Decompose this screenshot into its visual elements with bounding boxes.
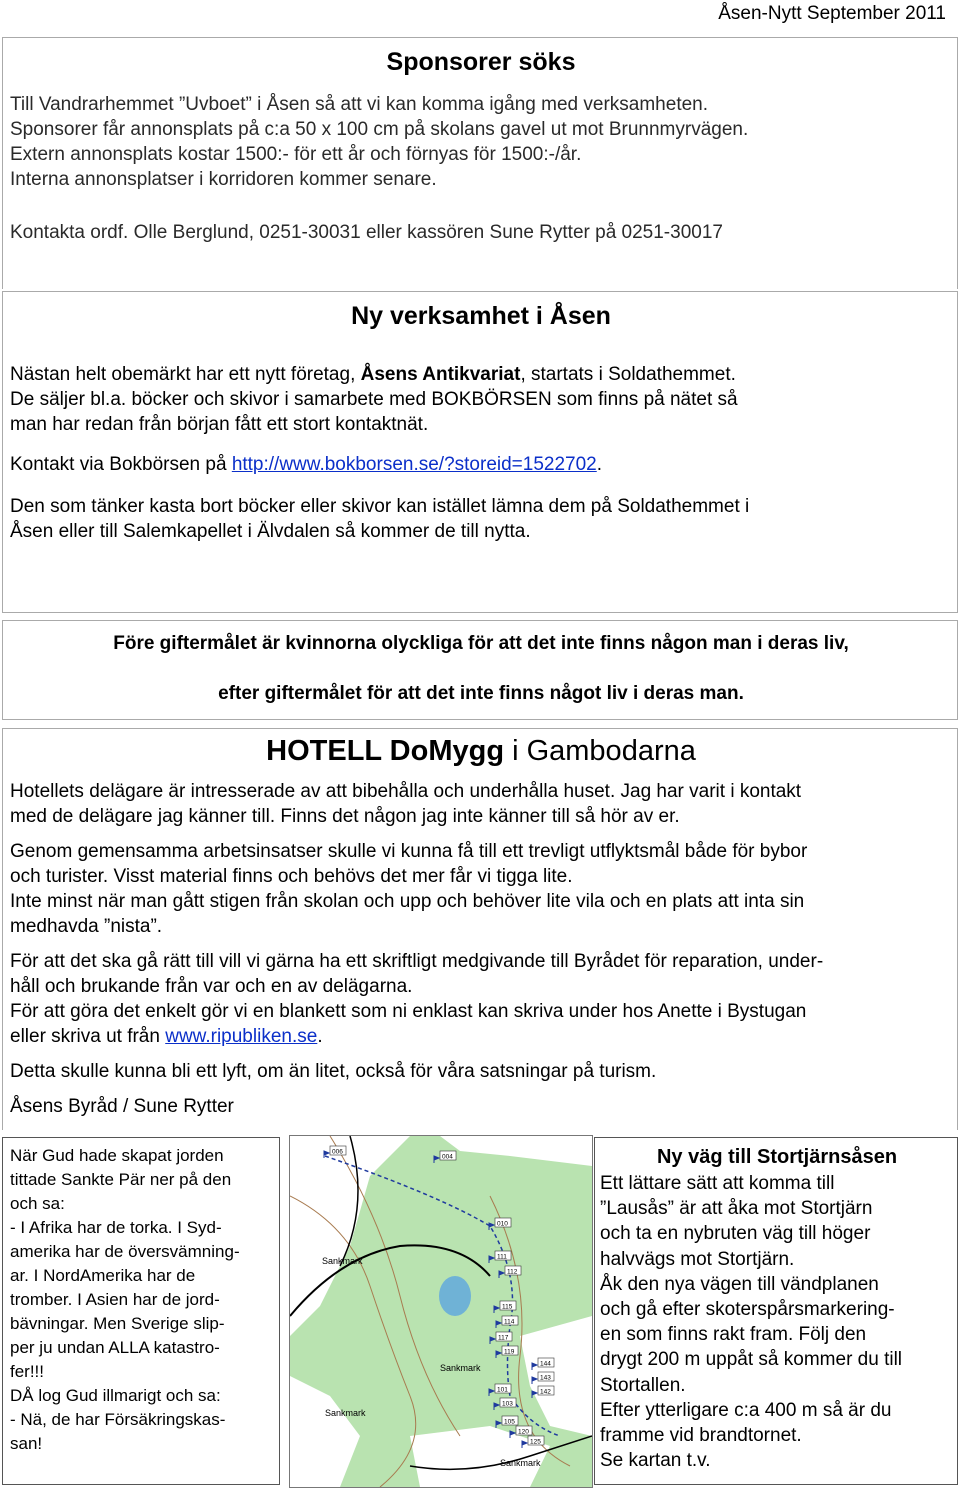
marker-label: 119 [504,1348,515,1356]
joke-line: fer!!! [10,1362,45,1381]
map-graphic [290,1136,592,1487]
p3-text: eller skriva ut från [10,1026,166,1047]
lake [439,1276,471,1316]
new-business-p1 [10,362,952,387]
trail-flag-icon [496,1351,501,1358]
new-business-p2-line2: man har redan från början fått ett stort kontaktnät. [10,414,429,435]
hotel-p1-line2: med de delägare jag känner till. Finns det någon jag inte känner till så hör av er. [10,806,680,827]
hotel-section [2,728,958,1130]
contact-text: Kontakt via Bokbörsen på [10,454,232,475]
trail-flag-icon [494,1403,499,1410]
joke-line: ar. I NordAmerika har de [10,1266,196,1285]
open-area [440,1136,592,1166]
trail-flag-icon [434,1156,439,1163]
joke-line: san! [10,1434,43,1453]
sponsors-contact: Kontakta ordf. Olle Berglund, 0251-30031 eller kassören Sune Rytter på 0251-30017 [10,222,723,243]
hotel-p3-line3: För att göra det enkelt gör vi en blankett som ni enklast kan skriva under hos Anette i Bystugan [10,1001,807,1022]
road-text [600,1171,956,1473]
hotel-p2-line4: medhavda ”nista”. [10,916,163,937]
hotel-body [10,779,954,1119]
trail-flag-icon [499,1271,504,1278]
road-line: och ta en nybruten väg till höger [600,1223,871,1245]
open-area [290,1136,410,1336]
joke-line: bävningar. Men Sverige slip- [10,1314,225,1333]
joke-line: tromber. I Asien har de jord- [10,1290,220,1309]
marker-label: 144 [540,1360,551,1368]
new-business-section [2,291,958,613]
map-label: Sankmark [325,1408,366,1418]
marker-label: 114 [504,1318,515,1326]
map-label: Sankmark [322,1256,363,1266]
map-label: Sankmark [500,1458,541,1468]
road-title: Ny väg till Stortjärnsåsen [656,1146,898,1168]
joke-line: tittade Sankte Pär ner på den [10,1170,232,1189]
joke-box [2,1137,280,1485]
sponsors-body [10,92,950,245]
trail-map [289,1135,593,1488]
bokborsen-link[interactable]: http://www.bokborsen.se/?storeid=1522702 [231,454,597,475]
joke-line: amerika har de översvämning- [10,1242,240,1261]
quote-line1: Före giftermålet är kvinnorna olyckliga för att det inte finns någon man i deras liv, [113,633,849,654]
trail-flag-icon [489,1256,494,1263]
marker-label: 103 [502,1400,513,1408]
road-line: ”Lausås” är att åka mot Stortjärn [600,1198,873,1220]
marker-label: 010 [497,1220,508,1228]
joke-text [10,1144,276,1456]
road-line: Ett lättare sätt att komma till [600,1173,835,1194]
marker-label: 115 [502,1303,513,1311]
new-business-title: Ny verksamhet i Åsen [351,302,611,330]
hotel-p2-line3: Inte minst när man gått stigen från skolan och upp och behöver lite vila och en plats att inta sin [10,891,805,912]
p3-period: . [317,1026,323,1047]
marker-label: 105 [504,1418,515,1426]
joke-line: - Nä, de har Försäkringskas- [10,1410,226,1429]
quote-section [2,620,958,720]
quote-line2: efter giftermålet för att det inte finns något liv i deras man. [218,683,744,704]
road-line: drygt 200 m uppåt så kommer du till [600,1349,903,1371]
trail-flag-icon [496,1321,501,1328]
hotel-p3-line1: För att det ska gå rätt till vill vi gärna ha ett skriftligt medgivande till Byrådet för reparation, under- [10,951,824,972]
open-area [290,1376,360,1487]
marker-label: 143 [540,1374,551,1382]
open-area [520,1316,592,1436]
new-business-p2-line1: De säljer bl.a. böcker och skivor i samarbete med BOKBÖRSEN som finns på nätet så [10,389,738,410]
marker-label: 004 [442,1153,453,1161]
new-business-p4-line2: Åsen eller till Salemkapellet i Älvdalen så kommer de till nytta. [10,521,531,542]
hotel-p2-line2: och turister. Visst material finns och behövs det mer får vi tigga lite. [10,866,573,887]
joke-line: När Gud hade skapat jorden [10,1146,224,1165]
marker-label: 101 [497,1386,508,1394]
map-label: Sankmark [440,1363,481,1373]
marker-label: 006 [332,1148,343,1156]
sponsors-title: Sponsorer söks [386,48,576,76]
marker-label: 112 [507,1268,518,1276]
trail-flag-icon [489,1389,494,1396]
joke-line: och sa: [10,1194,65,1213]
joke-line: per ju undan ALLA katastro- [10,1338,220,1357]
joke-line: DÅ log Gud illmarigt och sa: [10,1386,221,1405]
road-line: Se kartan t.v. [600,1450,711,1472]
issue-header: Åsen-Nytt September 2011 [718,3,946,24]
hotel-location: i Gambodarna [504,735,696,767]
p1-text: Nästan helt obemärkt har ett nytt företag, [10,364,361,385]
road-line: och gå efter skoterspårsmarkering- [600,1299,895,1321]
marker-label: 117 [498,1334,509,1342]
antikvariat-name: Åsens Antikvariat [360,364,521,385]
marker-label: 111 [497,1253,507,1261]
hotel-title [3,733,959,769]
hotel-p3-line4 [10,1024,954,1049]
sponsors-line: Sponsorer får annonsplats på c:a 50 x 100 cm på skolans gavel ut mot Brunnmyrvägen. [10,119,749,140]
sponsors-line: Till Vandrarhemmet ”Uvboet” i Åsen så att vi kan komma igång med verksamheten. [10,94,709,115]
trail-flag-icon [494,1306,499,1313]
joke-line: - I Afrika har de torka. I Syd- [10,1218,222,1237]
hotel-p4: Detta skulle kunna bli ett lyft, om än litet, också för våra satsningar på turism. [10,1061,657,1082]
new-business-contact [10,452,952,477]
hotel-p1-line1: Hotellets delägare är intresserade av att bibehålla och underhålla huset. Jag har varit i kontakt [10,781,802,802]
trail-flag-icon [496,1421,501,1428]
trail-flag-icon [490,1337,495,1344]
sponsors-line: Extern annonsplats kostar 1500:- för ett år och förnyas för 1500:-/år. [10,144,582,165]
marker-label: 142 [540,1388,551,1396]
ripubliken-link[interactable]: www.ripubliken.se [165,1026,318,1047]
contact-period: . [596,454,603,475]
new-business-p4-line1: Den som tänker kasta bort böcker eller skivor kan istället lämna dem på Soldathemmet i [10,496,750,517]
road-line: Åk den nya vägen till vändplanen [600,1273,879,1295]
road-line: en som finns rakt fram. Följ den [600,1324,867,1346]
road-box [594,1137,958,1485]
road-line: Stortallen. [600,1374,686,1396]
hotel-p3-line2: håll och brukande från var och en av delägarna. [10,976,413,997]
road-line: halvvägs mot Stortjärn. [600,1248,795,1270]
new-business-body [10,362,952,544]
sponsors-line: Interna annonsplatser i korridoren kommer senare. [10,169,437,190]
hotel-p2-line1: Genom gemensamma arbetsinsatser skulle vi kunna få till ett trevligt utflyktsmål både för bybor [10,841,808,862]
road-line: framme vid brandtornet. [600,1425,802,1447]
marker-label: 120 [518,1428,529,1436]
sponsors-section [2,37,958,289]
hotel-signature: Åsens Byråd / Sune Rytter [10,1096,234,1117]
marker-label: 125 [530,1438,541,1446]
hotel-name: HOTELL DoMygg [266,735,505,767]
p1-text-after: , startats i Soldathemmet. [520,364,736,385]
road-line: Efter ytterligare c:a 400 m så är du [600,1399,892,1421]
